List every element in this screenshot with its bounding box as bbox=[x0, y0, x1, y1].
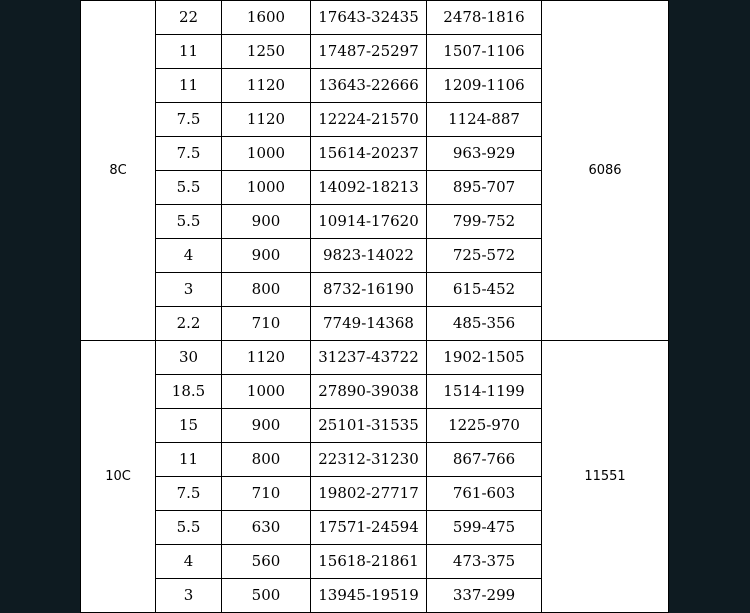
airflow-cell: 12224-21570 bbox=[311, 103, 427, 137]
table-body bbox=[81, 1, 669, 613]
power-cell: 30 bbox=[156, 341, 222, 375]
pressure-cell: 761-603 bbox=[427, 477, 542, 511]
pressure-cell: 485-356 bbox=[427, 307, 542, 341]
airflow-cell: 17487-25297 bbox=[311, 35, 427, 69]
speed-cell: 560 bbox=[222, 545, 311, 579]
airflow-cell: 17571-24594 bbox=[311, 511, 427, 545]
airflow-cell: 27890-39038 bbox=[311, 375, 427, 409]
pressure-cell: 599-475 bbox=[427, 511, 542, 545]
airflow-cell: 25101-31535 bbox=[311, 409, 427, 443]
model-cell: 10C bbox=[81, 341, 156, 613]
pressure-cell: 725-572 bbox=[427, 239, 542, 273]
power-cell: 4 bbox=[156, 545, 222, 579]
pressure-cell: 963-929 bbox=[427, 137, 542, 171]
power-cell: 11 bbox=[156, 69, 222, 103]
airflow-cell: 14092-18213 bbox=[311, 171, 427, 205]
power-cell: 3 bbox=[156, 579, 222, 613]
airflow-cell: 10914-17620 bbox=[311, 205, 427, 239]
model-cell: 8C bbox=[81, 1, 156, 341]
power-cell: 7.5 bbox=[156, 103, 222, 137]
pressure-cell: 867-766 bbox=[427, 443, 542, 477]
power-cell: 3 bbox=[156, 273, 222, 307]
table-row bbox=[81, 341, 669, 375]
power-cell: 15 bbox=[156, 409, 222, 443]
pressure-cell: 1209-1106 bbox=[427, 69, 542, 103]
speed-cell: 500 bbox=[222, 579, 311, 613]
power-cell: 5.5 bbox=[156, 205, 222, 239]
airflow-cell: 22312-31230 bbox=[311, 443, 427, 477]
weight-cell: 6086 bbox=[542, 1, 669, 341]
speed-cell: 1600 bbox=[222, 1, 311, 35]
airflow-cell: 31237-43722 bbox=[311, 341, 427, 375]
pressure-cell: 1124-887 bbox=[427, 103, 542, 137]
airflow-cell: 19802-27717 bbox=[311, 477, 427, 511]
power-cell: 11 bbox=[156, 35, 222, 69]
speed-cell: 710 bbox=[222, 307, 311, 341]
pressure-cell: 1225-970 bbox=[427, 409, 542, 443]
power-cell: 18.5 bbox=[156, 375, 222, 409]
speed-cell: 1120 bbox=[222, 341, 311, 375]
power-cell: 22 bbox=[156, 1, 222, 35]
speed-cell: 1120 bbox=[222, 103, 311, 137]
speed-cell: 1000 bbox=[222, 171, 311, 205]
power-cell: 5.5 bbox=[156, 171, 222, 205]
airflow-cell: 17643-32435 bbox=[311, 1, 427, 35]
pressure-cell: 337-299 bbox=[427, 579, 542, 613]
airflow-cell: 15618-21861 bbox=[311, 545, 427, 579]
power-cell: 5.5 bbox=[156, 511, 222, 545]
speed-cell: 710 bbox=[222, 477, 311, 511]
speed-cell: 630 bbox=[222, 511, 311, 545]
speed-cell: 1250 bbox=[222, 35, 311, 69]
pressure-cell: 615-452 bbox=[427, 273, 542, 307]
airflow-cell: 8732-16190 bbox=[311, 273, 427, 307]
airflow-cell: 7749-14368 bbox=[311, 307, 427, 341]
weight-cell: 11551 bbox=[542, 341, 669, 613]
speed-cell: 800 bbox=[222, 443, 311, 477]
table-row bbox=[81, 1, 669, 35]
pressure-cell: 799-752 bbox=[427, 205, 542, 239]
power-cell: 11 bbox=[156, 443, 222, 477]
pressure-cell: 895-707 bbox=[427, 171, 542, 205]
speed-cell: 800 bbox=[222, 273, 311, 307]
speed-cell: 1120 bbox=[222, 69, 311, 103]
pressure-cell: 2478-1816 bbox=[427, 1, 542, 35]
pressure-cell: 1507-1106 bbox=[427, 35, 542, 69]
speed-cell: 900 bbox=[222, 205, 311, 239]
fan-spec-table bbox=[80, 0, 669, 613]
airflow-cell: 15614-20237 bbox=[311, 137, 427, 171]
power-cell: 7.5 bbox=[156, 137, 222, 171]
speed-cell: 1000 bbox=[222, 137, 311, 171]
airflow-cell: 13945-19519 bbox=[311, 579, 427, 613]
airflow-cell: 9823-14022 bbox=[311, 239, 427, 273]
power-cell: 2.2 bbox=[156, 307, 222, 341]
power-cell: 4 bbox=[156, 239, 222, 273]
airflow-cell: 13643-22666 bbox=[311, 69, 427, 103]
speed-cell: 900 bbox=[222, 409, 311, 443]
power-cell: 7.5 bbox=[156, 477, 222, 511]
pressure-cell: 473-375 bbox=[427, 545, 542, 579]
pressure-cell: 1514-1199 bbox=[427, 375, 542, 409]
speed-cell: 1000 bbox=[222, 375, 311, 409]
speed-cell: 900 bbox=[222, 239, 311, 273]
pressure-cell: 1902-1505 bbox=[427, 341, 542, 375]
